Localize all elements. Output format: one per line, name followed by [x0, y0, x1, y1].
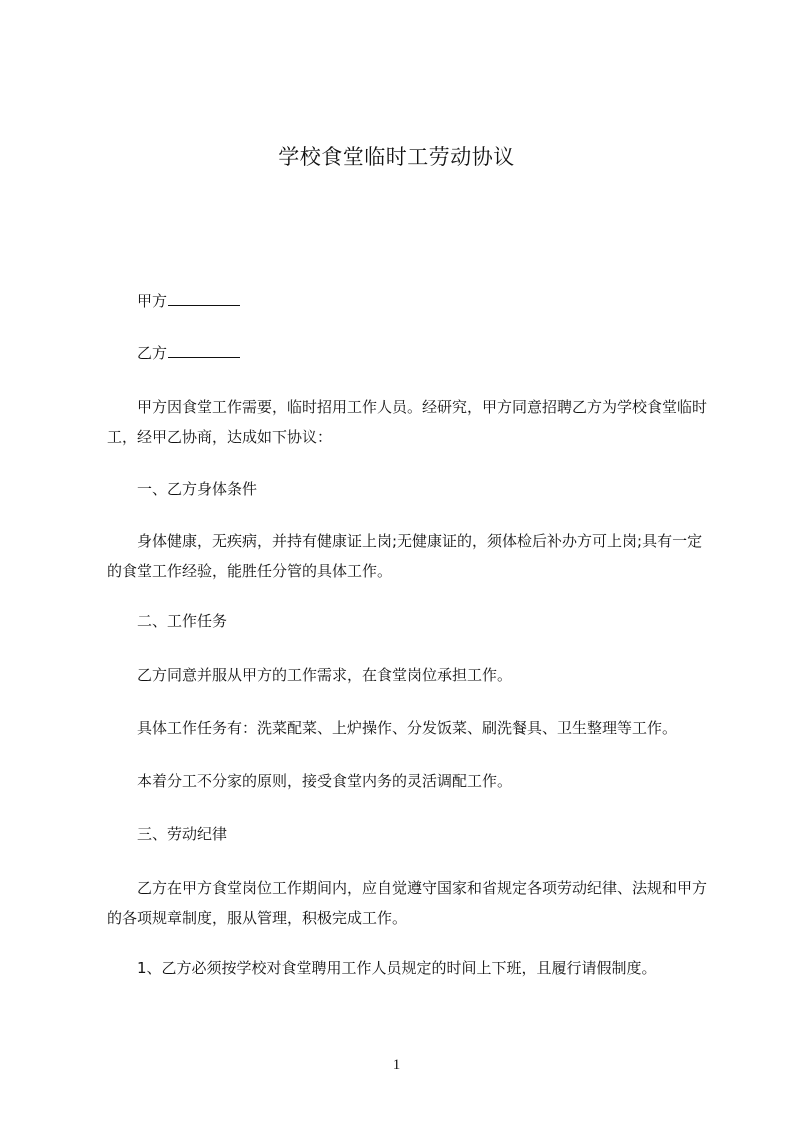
- section-2-paragraph-2: 具体工作任务有：洗菜配菜、上炉操作、分发饭菜、刷洗餐具、卫生整理等工作。: [137, 719, 678, 737]
- party-b-label: 乙方: [137, 344, 168, 362]
- section-1-body: 身体健康，无疾病，并持有健康证上岗;无健康证的，须体检后补办方可上岗;具有一定的食堂工作经验，能胜任分管的具体工作。: [107, 532, 703, 580]
- section-1-heading: 一、乙方身体条件: [137, 480, 258, 498]
- section-2-paragraph-1: 乙方同意并服从甲方的工作需求，在食堂岗位承担工作。: [137, 666, 513, 684]
- section-3-item-1: 1、乙方必须按学校对食堂聘用工作人员规定的时间上下班，且履行请假制度。: [137, 959, 657, 977]
- section-2-paragraph-3: 本着分工不分家的原则，接受食堂内务的灵活调配工作。: [137, 772, 513, 790]
- section-3-heading: 三、劳动纪律: [137, 825, 228, 843]
- party-b-line: [107, 338, 737, 368]
- party-a-line: [107, 286, 737, 316]
- party-b-blank: [168, 341, 240, 358]
- page-number: 1: [392, 1057, 401, 1073]
- section-2-heading: 二、工作任务: [137, 612, 228, 630]
- document-title: 学校食堂临时工劳动协议: [278, 145, 515, 169]
- intro-paragraph: 甲方因食堂工作需要，临时招用工作人员。经研究，甲方同意招聘乙方为学校食堂临时工，经甲乙协商，达成如下协议：: [107, 398, 708, 446]
- party-a-label: 甲方: [137, 292, 168, 310]
- section-3-intro: 乙方在甲方食堂岗位工作期间内，应自觉遵守国家和省规定各项劳动纪律、法规和甲方的各项规章制度，服从管理，积极完成工作。: [107, 879, 708, 927]
- party-a-blank: [168, 289, 240, 306]
